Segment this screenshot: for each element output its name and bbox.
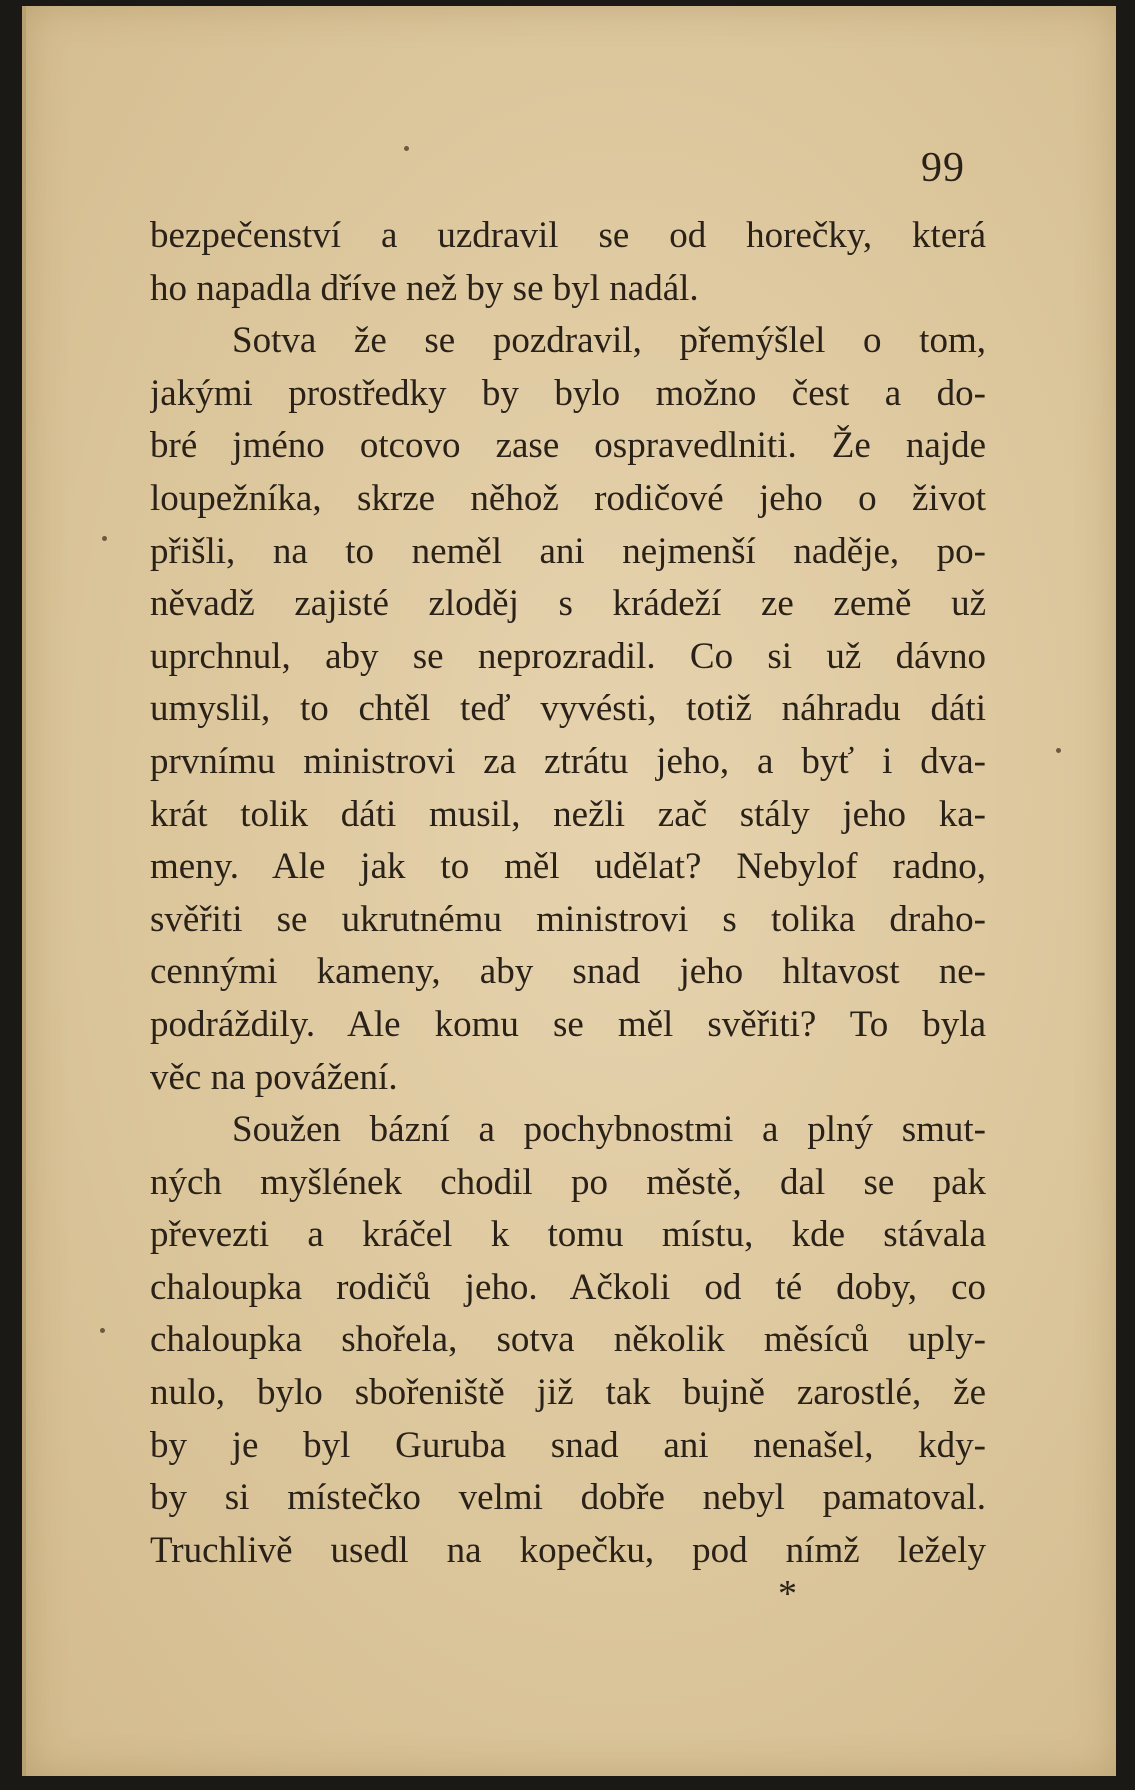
paper-speck — [404, 146, 409, 151]
text-line: Truchlivě usedl na kopečku, pod nímž ležely — [150, 1529, 986, 1571]
text-line: věc na povážení. — [150, 1056, 398, 1098]
text-line: chaloupka rodičů jeho. Ačkoli od té doby, co — [150, 1266, 986, 1308]
paper-speck — [1056, 748, 1061, 753]
text-line: bré jméno otcovo zase ospravedlniti. Že najde — [150, 425, 986, 467]
text-line: něvadž zajisté zloděj s krádeží ze země už — [150, 583, 986, 625]
body-text — [150, 210, 986, 1577]
text-line: umyslil, to chtěl teď vyvésti, totiž náhradu dáti — [150, 688, 986, 730]
page-number: 99 — [921, 145, 965, 191]
text-line: ných myšlének chodil po městě, dal se pak — [150, 1161, 986, 1203]
text-line: loupežníka, skrze něhož rodičové jeho o život — [150, 477, 986, 519]
text-line: nulo, bylo sbořeniště již tak bujně zarostlé, že — [150, 1372, 986, 1414]
paper-speck — [102, 536, 107, 541]
text-line: Sotva že se pozdravil, přemýšlel o tom, — [232, 320, 986, 362]
text-line: jakými prostředky by bylo možno čest a do- — [150, 372, 986, 414]
text-line: cennými kameny, aby snad jeho hltavost ne- — [150, 951, 986, 993]
text-line: bezpečenství a uzdravil se od horečky, která — [150, 215, 986, 256]
text-line: meny. Ale jak to měl udělat? Nebylof radno, — [150, 846, 986, 888]
text-line: by je byl Guruba snad ani nenašel, kdy- — [150, 1424, 986, 1466]
text-line: uprchnul, aby se neprozradil. Co si už dávno — [150, 635, 986, 677]
text-line: chaloupka shořela, sotva několik měsíců uply- — [150, 1319, 986, 1361]
text-line: přišli, na to neměl ani nejmenší naděje, po- — [150, 530, 986, 572]
text-line: krát tolik dáti musil, nežli zač stály jeho ka- — [150, 793, 986, 835]
paper-speck — [100, 1328, 105, 1333]
book-page — [22, 6, 1116, 1776]
text-line: prvnímu ministrovi za ztrátu jeho, a byť i dva- — [150, 740, 986, 782]
text-line: Soužen bázní a pochybnostmi a plný smut- — [232, 1109, 986, 1151]
text-line: by si místečko velmi dobře nebyl pamatoval. — [150, 1477, 986, 1519]
text-line: ho napadla dříve než by se byl nadál. — [150, 267, 699, 309]
text-line: podráždily. Ale komu se měl svěřiti? To byla — [150, 1003, 986, 1045]
text-line: svěřiti se ukrutnému ministrovi s tolika draho- — [150, 898, 986, 940]
signature-mark: * — [778, 1573, 797, 1615]
text-line: převezti a kráčel k tomu místu, kde stávala — [150, 1214, 986, 1256]
